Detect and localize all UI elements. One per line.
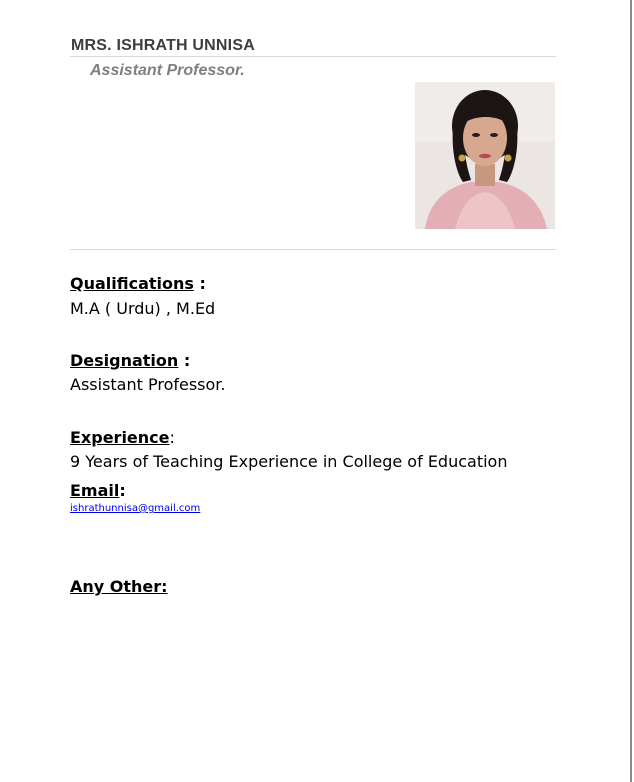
experience-value: 9 Years of Teaching Experience in College of Education <box>70 452 508 471</box>
header-divider <box>70 56 556 57</box>
any-other-heading <box>70 577 168 596</box>
designation-colon: : <box>178 351 191 370</box>
qualifications-heading <box>70 274 206 293</box>
experience-label: Experience <box>70 428 170 447</box>
profile-photo <box>415 82 555 229</box>
email-colon: : <box>119 481 126 500</box>
experience-colon: : <box>169 428 175 447</box>
designation-heading <box>70 351 190 370</box>
designation-value: Assistant Professor. <box>70 375 226 394</box>
qualifications-label: Qualifications <box>70 274 194 293</box>
email-link[interactable]: ishrathunnisa@gmail.com <box>70 503 201 514</box>
qualifications-colon: : <box>193 274 206 293</box>
experience-heading <box>70 428 175 447</box>
designation-label: Designation <box>70 351 179 370</box>
qualifications-value: M.A ( Urdu) , M.Ed <box>70 299 216 318</box>
email-heading <box>70 481 126 500</box>
page-edge-rule <box>630 0 632 782</box>
profile-name: MRS. ISHRATH UNNISA <box>71 37 255 54</box>
email-label: Email <box>70 481 120 500</box>
section-divider <box>70 249 556 250</box>
profile-subtitle: Assistant Professor. <box>90 62 245 79</box>
any-other-label: Any Other: <box>70 577 168 596</box>
